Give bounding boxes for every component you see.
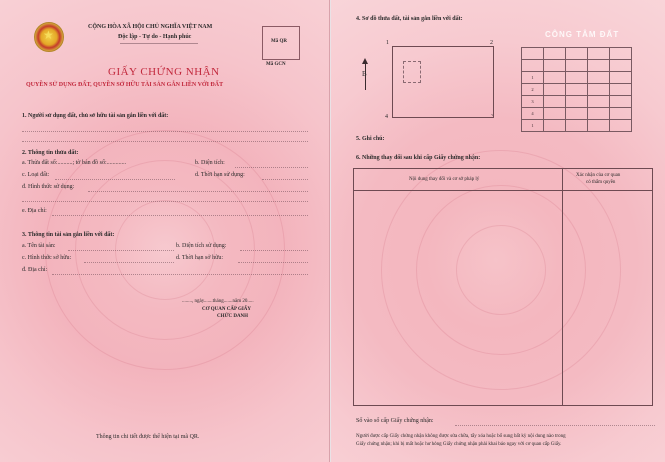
asset-ownership-form: c. Hình thức sở hữu: (22, 255, 72, 261)
land-usage-form: đ. Hình thức sử dụng: (22, 184, 75, 190)
issuing-agency: CƠ QUAN CẤP GIẤY (202, 307, 252, 312)
table-row (522, 96, 632, 108)
section-notes-heading: 5. Ghi chú: (356, 136, 385, 142)
motto-underline (120, 43, 198, 44)
land-term: d. Thời hạn sử dụng: (195, 172, 245, 178)
land-type-line (55, 179, 175, 180)
corner-label: 2 (490, 40, 493, 46)
asset-address-line (52, 274, 308, 275)
certificate-title: GIẤY CHỨNG NHẬN (108, 66, 220, 78)
section-asset-heading: 3. Thông tin tài sản gắn liền với đất: (22, 232, 115, 238)
signature-date: ........, ngày.......tháng.......năm 20..... (182, 299, 254, 304)
corner-label: 4 (385, 114, 388, 120)
parcel-sketch (392, 46, 494, 118)
building-footprint (403, 61, 421, 83)
asset-ownership-line (84, 262, 174, 263)
land-parcel-number: a. Thửa đất số:..........; tờ bản đồ số:............. (22, 160, 127, 166)
coord-point: 3 (522, 96, 544, 108)
national-emblem-icon: ★ (34, 22, 64, 52)
section-changes-heading: 6. Những thay đổi sau khi cấp Giấy chứng nhận: (356, 155, 481, 161)
column-header-confirm: có thẩm quyền (586, 180, 616, 185)
national-motto: Độc lập - Tự do - Hạnh phúc (118, 34, 192, 40)
coord-point: 1 (522, 120, 544, 132)
asset-name-line (68, 250, 174, 251)
land-term-line (262, 179, 308, 180)
land-area: b. Diện tích: (195, 160, 225, 166)
corner-label: 3 (491, 114, 494, 120)
asset-name: a. Tên tài sản: (22, 243, 56, 249)
land-address-line (52, 215, 308, 216)
column-divider (562, 169, 563, 405)
corner-label: 1 (386, 40, 389, 46)
changes-table (353, 168, 653, 406)
coord-point: 4 (522, 108, 544, 120)
land-area-line (235, 167, 308, 168)
gcn-label: Mã GCN (266, 62, 286, 67)
qr-code-box (262, 26, 300, 60)
register-line (455, 425, 655, 426)
land-usage-line (22, 201, 308, 202)
asset-usage-area: b. Diện tích sử dụng: (176, 243, 227, 249)
column-header-confirm: Xác nhận của cơ quan (576, 173, 621, 178)
coord-point: 2 (522, 84, 544, 96)
notice-line: Giấy chứng nhận; khi bị mất hoặc hư hỏng Giấy chứng nhận phải khai báo ngay với cơ quan cấp Giấy. (356, 442, 562, 447)
notice-line: Người được cấp Giấy chứng nhận không được sửa chữa, tẩy xóa hoặc bổ sung bất kỳ nội dung nào trong (356, 434, 566, 439)
column-header-content: Nội dung thay đổi và cơ sở pháp lý (409, 177, 480, 182)
land-usage-line (88, 191, 308, 192)
section-land-heading: 2. Thông tin thửa đất: (22, 150, 79, 156)
header-divider (354, 190, 652, 191)
qr-label: Mã QR (271, 39, 287, 44)
certificate-front-page (0, 0, 330, 462)
asset-term-line (238, 262, 308, 263)
owner-line (22, 141, 308, 142)
land-type: c. Loại đất: (22, 172, 50, 178)
coordinate-table (521, 47, 632, 132)
table-row (522, 84, 632, 96)
land-address: e. Địa chỉ: (22, 208, 47, 214)
republic-name: CỘNG HÒA XÃ HỘI CHỦ NGHĨA VIỆT NAM (88, 24, 213, 30)
signer-title: CHỨC DANH (217, 314, 249, 319)
table-row (522, 108, 632, 120)
table-row (522, 48, 632, 60)
owner-line (22, 131, 308, 132)
section-owner-heading: 1. Người sử dụng đất, chủ sở hữu tài sản gắn liền với đất: (22, 113, 169, 119)
table-row (522, 72, 632, 84)
asset-address: đ. Địa chỉ: (22, 267, 48, 273)
table-row (522, 120, 632, 132)
coord-point: 1 (522, 72, 544, 84)
register-number: Số vào sổ cấp Giấy chứng nhận: (356, 418, 434, 424)
table-row (522, 60, 632, 72)
sketch-watermark: CÔNG TÂM ĐẤT (545, 30, 620, 39)
asset-ownership-term: d. Thời hạn sở hữu: (176, 255, 223, 261)
north-label: B (362, 70, 367, 78)
qr-detail-footer: Thông tin chi tiết được thể hiện tại mã QR. (96, 434, 200, 440)
asset-area-line (240, 250, 308, 251)
section-sketch-heading: 4. Sơ đồ thửa đất, tài sản gắn liền với đất: (356, 16, 463, 22)
certificate-subtitle: QUYỀN SỬ DỤNG ĐẤT, QUYỀN SỞ HỮU TÀI SẢN GẮN LIỀN VỚI ĐẤT (26, 82, 224, 88)
